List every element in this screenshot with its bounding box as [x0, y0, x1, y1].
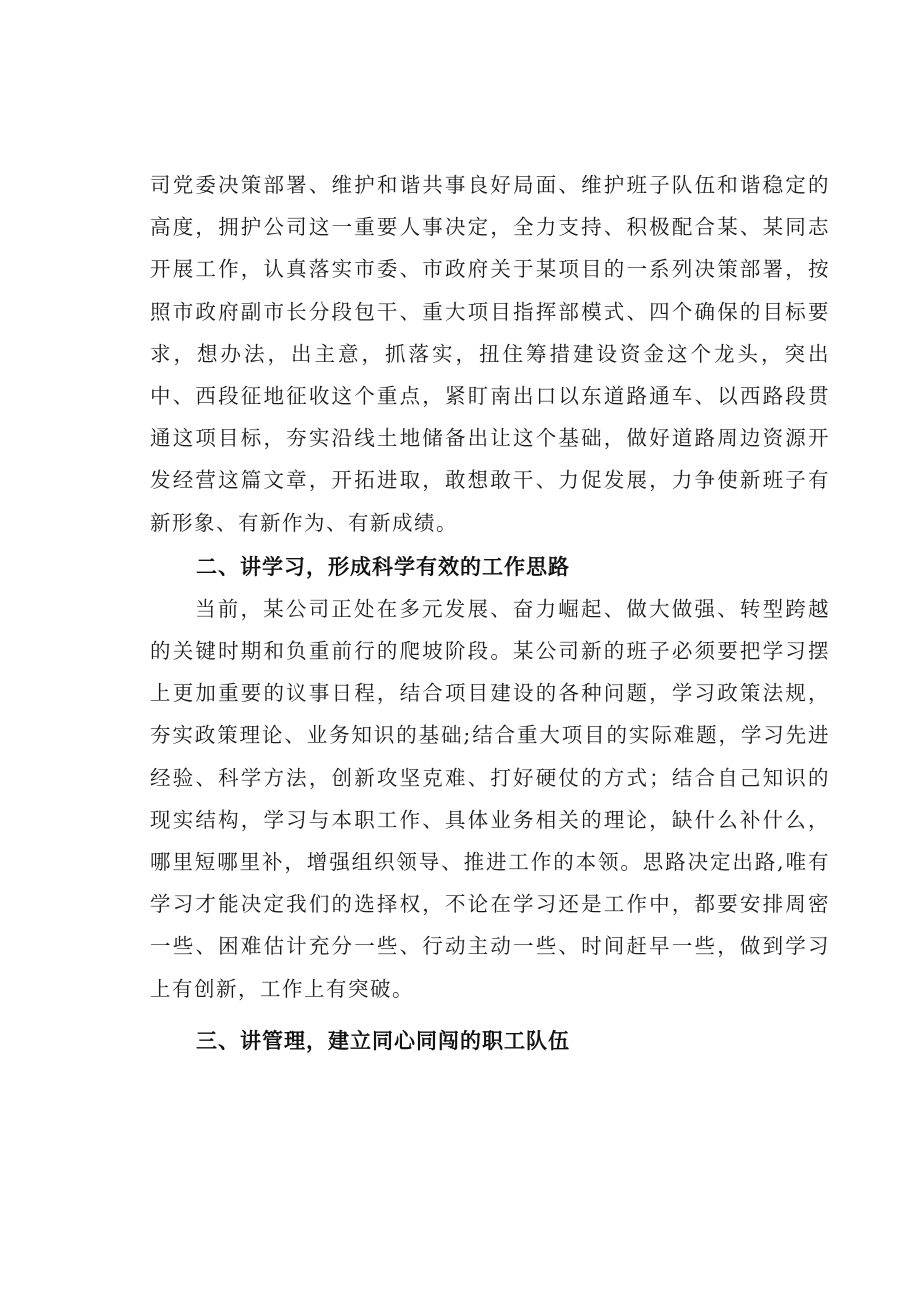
body-paragraph-1: 司党委决策部署、维护和谐共事良好局面、维护班子队伍和谐稳定的高度，拥护公司这一重要人事决定，全力支持、积极配合某、某同志开展工作，认真落实市委、市政府关于某项目的一系列决策部署，按照市政府副市长分段包干、重大项目指挥部模式、四个确保的目标要求，想办法，出主意，抓落实，扭住筹措建设资金这个龙头，突出中、西段征地征收这个重点，紧盯南出口以东道路通车、以西路段贯通这项目标，夯实沿线土地储备出让这个基础，做好道路周边资源开发经营这篇文章，开拓进取，敢想敢干、力促发展，力争使新班子有新形象、有新作为、有新成绩。 [150, 173, 830, 535]
section-heading-2: 二、讲学习，形成科学有效的工作思路 [196, 554, 570, 579]
document-body [150, 164, 830, 1062]
body-paragraph-2: 当前，某公司正处在多元发展、奋力崛起、做大做强、转型跨越的关键时期和负重前行的爬坡阶段。某公司新的班子必须要把学习摆上更加重要的议事日程，结合项目建设的各种问题，学习政策法规，夯实政策理论、业务知识的基础;结合重大项目的实际难题，学习先进经验、科学方法，创新攻坚克难、打好硬仗的方式；结合自己知识的现实结构，学习与本职工作、具体业务相关的理论，缺什么补什么，哪里短哪里补，增强组织领导、推进工作的本领。思路决定出路,唯有学习才能决定我们的选择权，不论在学习还是工作中，都要安排周密一些、困难估计充分一些、行动主动一些、时间赶早一些，做到学习上有创新，工作上有突破。 [150, 596, 830, 1001]
section-heading-3: 三、讲管理，建立同心同闯的职工队伍 [196, 1028, 570, 1053]
